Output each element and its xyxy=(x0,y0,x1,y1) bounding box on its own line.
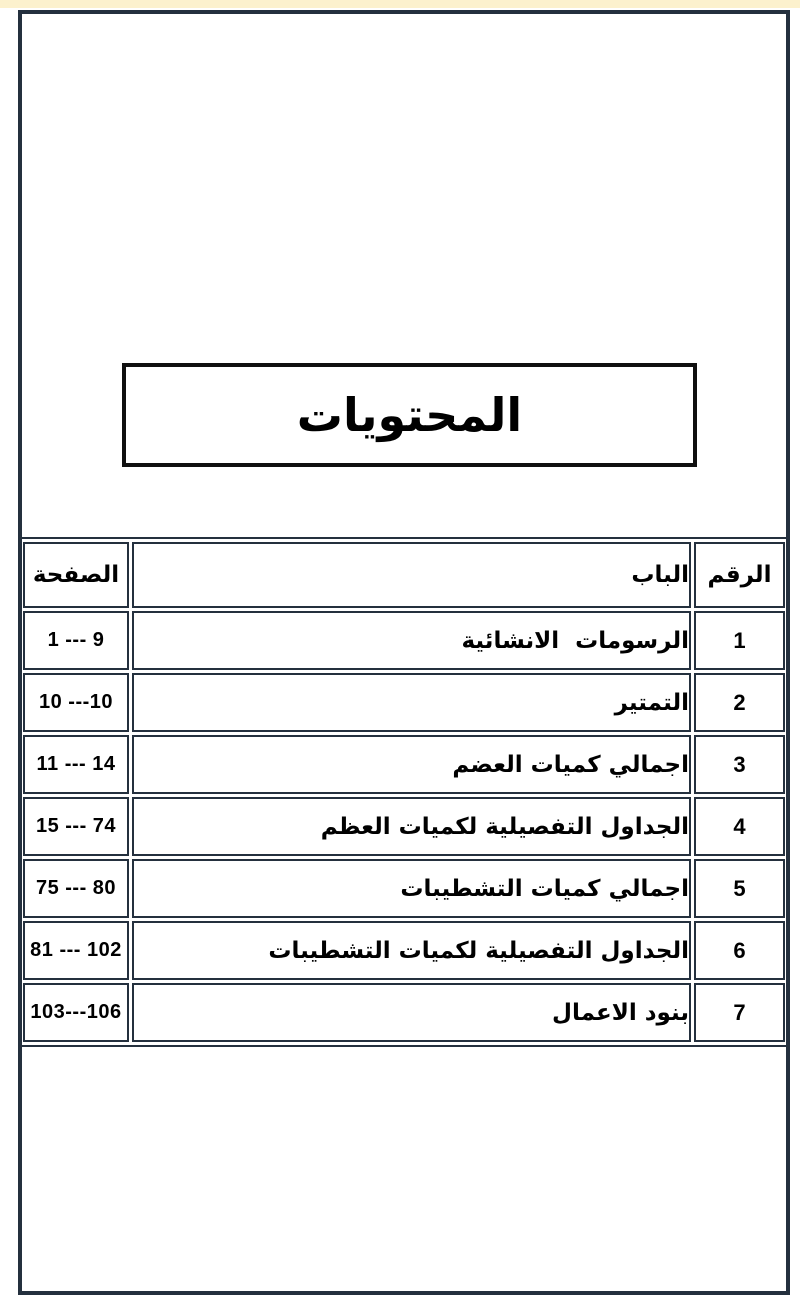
table-row xyxy=(23,921,785,980)
row-pages: 10 ---10 xyxy=(23,673,129,732)
table-row xyxy=(23,859,785,918)
row-chapter: بنود الاعمال xyxy=(132,983,691,1042)
table-row xyxy=(23,797,785,856)
row-number: 7 xyxy=(694,983,785,1042)
contents-title-box xyxy=(122,363,697,467)
contents-table xyxy=(18,537,790,1047)
scan-edge-strip xyxy=(0,0,800,8)
table-row xyxy=(23,735,785,794)
row-pages: 1 --- 9 xyxy=(23,611,129,670)
row-number: 4 xyxy=(694,797,785,856)
row-chapter: اجمالي كميات العضم xyxy=(132,735,691,794)
table-row xyxy=(23,673,785,732)
header-page: الصفحة xyxy=(23,542,129,608)
table-header-row xyxy=(23,542,785,608)
row-pages: 75 --- 80 xyxy=(23,859,129,918)
row-number: 2 xyxy=(694,673,785,732)
row-chapter: الجداول التفصيلية لكميات العظم xyxy=(132,797,691,856)
row-number: 5 xyxy=(694,859,785,918)
header-chapter: الباب xyxy=(132,542,691,608)
row-pages: 103---106 xyxy=(23,983,129,1042)
row-pages: 15 --- 74 xyxy=(23,797,129,856)
table-row xyxy=(23,983,785,1042)
document-page xyxy=(18,10,790,1295)
row-chapter: الجداول التفصيلية لكميات التشطيبات xyxy=(132,921,691,980)
page-title: المحتويات xyxy=(296,388,523,442)
row-number: 1 xyxy=(694,611,785,670)
row-number: 3 xyxy=(694,735,785,794)
header-number: الرقم xyxy=(694,542,785,608)
row-chapter: التمتير xyxy=(132,673,691,732)
row-pages: 81 --- 102 xyxy=(23,921,129,980)
row-chapter: اجمالي كميات التشطيبات xyxy=(132,859,691,918)
row-pages: 11 --- 14 xyxy=(23,735,129,794)
table-row xyxy=(23,611,785,670)
row-chapter: الرسومات الانشائية xyxy=(132,611,691,670)
row-number: 6 xyxy=(694,921,785,980)
